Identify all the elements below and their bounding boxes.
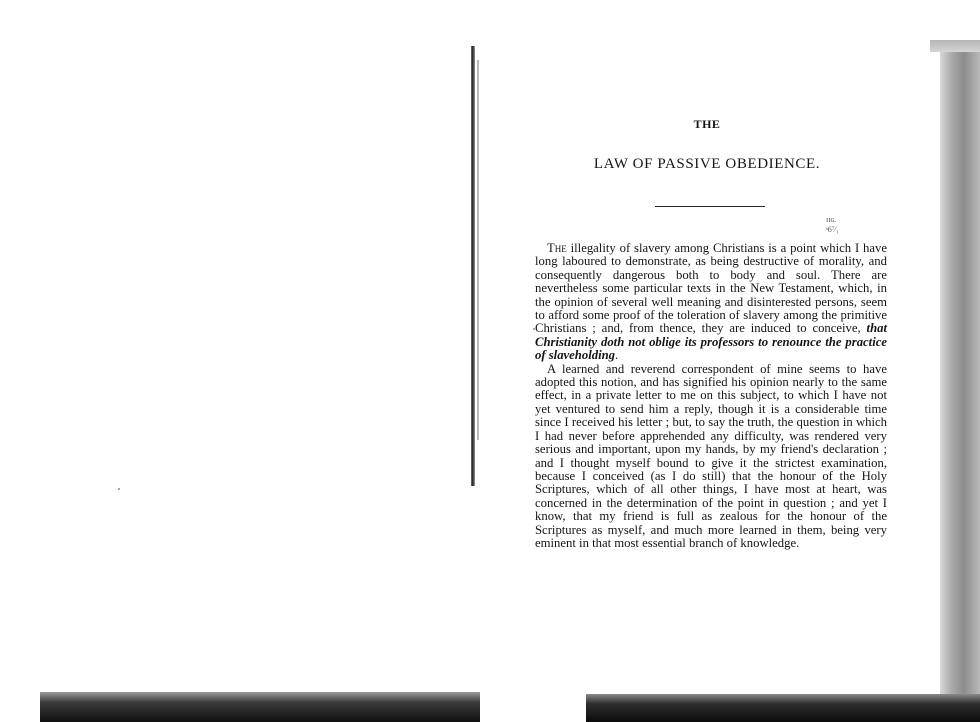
shelfmark-line-1: ɪɪɢ. — [826, 215, 837, 224]
paper-speck — [118, 488, 120, 490]
title-rule — [655, 206, 765, 207]
paragraph-1 — [535, 242, 887, 363]
scan-border-bottom-right — [586, 694, 980, 722]
shelfmark-line-2: ˢ6⁷⁄₁ — [826, 225, 839, 234]
paragraph-2: A learned and reverend correspondent of mine seems to have adopted this notion, and has signified his opinion nearly to the same effect, in a private letter to me on this subject, to which I have not yet ventured to send him a reply, though it is a considerable time since I received his letter ; but, to say the truth, the question in which I had never before apprehended any difficulty, was rendered very serious and important, upon my hands, by my friend's declaration ; and I thought myself bound to give it the strictest examination, because I conceived (as I do still) that the honour of the Holy Scriptures, which of all other things, I have most at heart, was concerned in the determination of the point in question ; and yet I know, that my friend is full as zealous for the honour of the Scriptures as myself, and much more learned in them, being very eminent in that most essential branch of knowledge. — [535, 361, 887, 550]
left-page-blank — [0, 0, 480, 722]
page-edge-corner — [930, 40, 980, 52]
library-shelfmark — [826, 215, 839, 235]
drop-word: The — [547, 241, 567, 255]
scan-border-bottom-left — [40, 692, 480, 722]
body-text — [535, 242, 887, 550]
paragraph-1-end: . — [615, 348, 619, 363]
binding-gutter-shadow — [477, 60, 479, 440]
page-edge-shadow — [940, 40, 980, 722]
paragraph-1-text: illegality of slavery among Christians is a point which I have long laboured to demonstrate, as being destructive of morality, and consequently dangerous both to body and soul. There are nevertheless some particular texts in the New Testament, which, in the opinion of several well meaning and disinterested persons, seem to afford some proof of the toleration of slavery among the primitive Christians ; and, from thence, they are induced to conceive, — [535, 241, 887, 336]
page-title: LAW OF PASSIVE OBEDIENCE. — [593, 156, 821, 172]
heading-small: THE — [693, 117, 721, 131]
binding-gutter — [471, 46, 475, 486]
paragraph-1-italic: that Christianity doth not oblige its professors to renounce the practice of slaveholding — [535, 321, 887, 363]
